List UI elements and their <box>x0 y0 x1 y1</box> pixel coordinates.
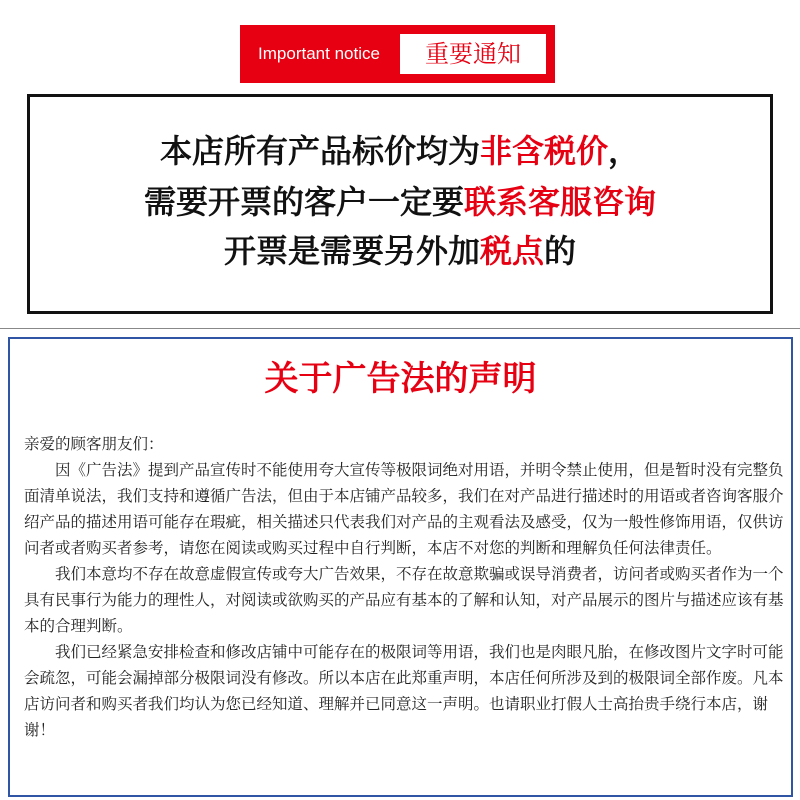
statement-paragraph-2: 我们本意均不存在故意虚假宣传或夸大广告效果，不存在故意欺骗或误导消费者，访问者或购买者作为一个具有民事行为能力的理性人，对阅读或欲购买的产品应有基本的了解和认知，对产品展示的图片与描述应该有基本的合理判断。 <box>24 565 784 635</box>
tax-notice-line-2 <box>30 182 770 222</box>
badge-english-label: Important notice <box>258 44 380 63</box>
badge-chinese-label: 重要通知 <box>425 40 521 68</box>
statement-paragraph-1: 因《广告法》提到产品宣传时不能使用夸大宣传等极限词绝对用语，并明令禁止使用，但是暂时没有完整负面清单说法，我们支持和遵循广告法，但由于本店铺产品较多，我们在对产品进行描述时的用语或者咨询客服介绍产品的描述用语可能存在瑕疵，相关描述只代表我们对产品的主观看法及感受，仅为一般性修饰用语，仅供访问者或者购买者参考，请您在阅读或购买过程中自行判断，本店不对您的判断和理解负任何法律责任。 <box>24 461 784 557</box>
important-notice-badge <box>240 25 555 83</box>
tax-line-3-highlight: 税点 <box>479 232 544 270</box>
statement-body <box>24 431 784 743</box>
tax-notice-line-1 <box>30 131 770 171</box>
badge-chinese-box <box>400 34 546 74</box>
tax-line-3-suffix: 的 <box>544 232 577 270</box>
tax-notice-line-3 <box>30 231 770 271</box>
tax-line-2-text: 需要开票的客户一定要 <box>143 183 464 221</box>
tax-line-1-punct: ， <box>608 132 641 170</box>
statement-title: 关于广告法的声明 <box>264 359 537 399</box>
tax-line-3-text: 开票是需要另外加 <box>223 232 480 270</box>
tax-line-1-highlight: 非含税价 <box>479 132 608 170</box>
tax-line-1-text: 本店所有产品标价均为 <box>159 132 480 170</box>
advertising-law-statement-box <box>8 337 793 797</box>
statement-paragraph-3: 我们已经紧急安排检查和修改店铺中可能存在的极限词等用语，我们也是肉眼凡胎，在修改图片文字时可能会疏忽，可能会漏掉部分极限词没有修改。所以本店在此郑重声明，本店任何所涉及到的极限词全部作废。凡本店访问者和购买者我们均认为您已经知道、理解并已同意这一声明。也请职业打假人士高抬贵手绕行本店，谢谢！ <box>24 643 784 739</box>
tax-line-2-highlight: 联系客服咨询 <box>464 183 657 221</box>
section-divider <box>0 328 800 329</box>
statement-greeting: 亲爱的顾客朋友们： <box>24 435 164 453</box>
tax-notice-box <box>27 94 773 314</box>
